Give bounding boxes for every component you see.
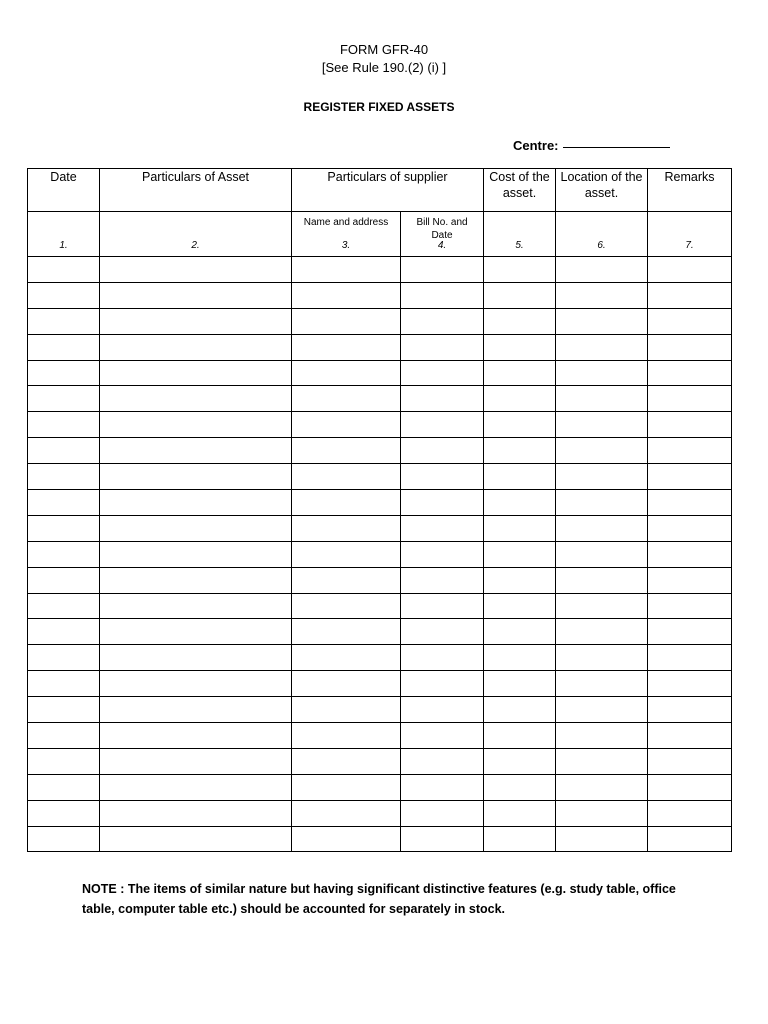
table-row [28, 541, 732, 567]
subheader-cell-location [556, 212, 648, 257]
empty-cell [401, 645, 484, 671]
empty-cell [100, 541, 292, 567]
register-title: REGISTER FIXED ASSETS [303, 100, 455, 114]
empty-cell [28, 412, 100, 438]
column-number: 2. [191, 240, 200, 251]
empty-cell [556, 697, 648, 723]
empty-cell [292, 464, 401, 490]
subheader-name-and-address [292, 212, 401, 257]
empty-cell [292, 826, 401, 852]
empty-cell [292, 334, 401, 360]
empty-cell [556, 619, 648, 645]
empty-cell [100, 697, 292, 723]
empty-cell [401, 593, 484, 619]
empty-cell [648, 490, 732, 516]
empty-cell [100, 723, 292, 749]
empty-cell [28, 360, 100, 386]
empty-cell [556, 541, 648, 567]
subheader-cell-particulars [100, 212, 292, 257]
empty-cell [28, 386, 100, 412]
empty-cell [556, 567, 648, 593]
empty-cell [28, 438, 100, 464]
empty-cell [292, 360, 401, 386]
empty-cell [100, 464, 292, 490]
rule-reference: [See Rule 190.(2) (i) ] [321, 60, 447, 75]
empty-cell [401, 515, 484, 541]
empty-cell [292, 490, 401, 516]
empty-cell [28, 697, 100, 723]
empty-cell [292, 541, 401, 567]
subheader-cell-date [28, 212, 100, 257]
empty-cell [28, 464, 100, 490]
empty-cell [556, 490, 648, 516]
empty-cell [292, 671, 401, 697]
table-row [28, 748, 732, 774]
table-row [28, 671, 732, 697]
empty-cell [28, 490, 100, 516]
empty-cell [401, 464, 484, 490]
column-number: 7. [685, 240, 694, 251]
empty-cell [556, 282, 648, 308]
table-row [28, 619, 732, 645]
empty-cell [484, 438, 556, 464]
subheader-label: Bill No. and Date [416, 217, 468, 241]
table-row [28, 645, 732, 671]
empty-cell [484, 645, 556, 671]
table-row [28, 438, 732, 464]
empty-cell [484, 282, 556, 308]
empty-cell [484, 257, 556, 283]
empty-cell [484, 723, 556, 749]
empty-cell [28, 671, 100, 697]
table-row [28, 593, 732, 619]
empty-cell [484, 671, 556, 697]
empty-cell [401, 774, 484, 800]
empty-cell [292, 282, 401, 308]
form-title: FORM GFR-40 [339, 42, 429, 57]
empty-cell [292, 748, 401, 774]
empty-cell [648, 360, 732, 386]
table-row [28, 723, 732, 749]
empty-cell [292, 438, 401, 464]
subheader-label: Name and address [303, 217, 389, 228]
empty-cell [556, 800, 648, 826]
empty-cell [648, 774, 732, 800]
header-cost-of-asset: Cost of the asset. [484, 169, 556, 212]
empty-cell [556, 826, 648, 852]
empty-cell [401, 438, 484, 464]
empty-cell [401, 800, 484, 826]
column-number: 5. [515, 240, 524, 251]
empty-cell [484, 360, 556, 386]
empty-cell [484, 826, 556, 852]
empty-cell [556, 412, 648, 438]
header-particulars-of-supplier: Particulars of supplier [292, 169, 484, 212]
empty-cell [401, 748, 484, 774]
empty-cell [100, 800, 292, 826]
empty-cell [292, 800, 401, 826]
subheader-cell-remarks [648, 212, 732, 257]
empty-cell [401, 541, 484, 567]
empty-cell [100, 308, 292, 334]
empty-cell [648, 282, 732, 308]
header-particulars-of-asset: Particulars of Asset [100, 169, 292, 212]
empty-cell [100, 619, 292, 645]
empty-cell [28, 800, 100, 826]
empty-cell [401, 567, 484, 593]
empty-cell [100, 567, 292, 593]
table-row [28, 697, 732, 723]
empty-cell [484, 593, 556, 619]
empty-cell [401, 671, 484, 697]
empty-cell [401, 490, 484, 516]
empty-cell [28, 593, 100, 619]
table-row [28, 386, 732, 412]
fixed-assets-register-table [27, 168, 732, 852]
empty-cell [28, 826, 100, 852]
empty-cell [28, 308, 100, 334]
empty-cell [648, 515, 732, 541]
empty-cell [401, 257, 484, 283]
empty-cell [556, 593, 648, 619]
empty-cell [484, 515, 556, 541]
empty-cell [28, 541, 100, 567]
empty-cell [556, 334, 648, 360]
empty-cell [484, 412, 556, 438]
empty-cell [484, 619, 556, 645]
empty-cell [28, 748, 100, 774]
empty-cell [28, 774, 100, 800]
table-row [28, 412, 732, 438]
empty-cell [100, 774, 292, 800]
empty-cell [100, 671, 292, 697]
empty-cell [292, 515, 401, 541]
empty-cell [292, 257, 401, 283]
empty-cell [648, 464, 732, 490]
empty-cell [484, 308, 556, 334]
empty-cell [556, 723, 648, 749]
empty-cell [292, 593, 401, 619]
empty-cell [28, 257, 100, 283]
empty-cell [100, 490, 292, 516]
column-number: 3. [341, 240, 351, 251]
empty-cell [484, 490, 556, 516]
empty-cell [648, 697, 732, 723]
empty-cell [556, 774, 648, 800]
empty-cell [648, 541, 732, 567]
form-header [0, 42, 768, 78]
empty-cell [648, 826, 732, 852]
empty-cell [100, 412, 292, 438]
table-row [28, 308, 732, 334]
empty-cell [292, 645, 401, 671]
empty-cell [648, 619, 732, 645]
empty-cell [100, 826, 292, 852]
empty-cell [648, 671, 732, 697]
empty-cell [401, 282, 484, 308]
empty-cell [484, 334, 556, 360]
table-row [28, 490, 732, 516]
empty-cell [100, 257, 292, 283]
empty-cell [401, 386, 484, 412]
empty-cell [648, 334, 732, 360]
empty-cell [28, 334, 100, 360]
note-text: NOTE : The items of similar nature but having significant distinctive features (e.g. study table, office table, computer table etc.) should be accounted for separately in stock. [82, 882, 676, 916]
empty-cell [100, 515, 292, 541]
table-row [28, 464, 732, 490]
header-location-of-asset: Location of the asset. [556, 169, 648, 212]
empty-cell [648, 748, 732, 774]
header-date: Date [28, 169, 100, 212]
empty-cell [292, 619, 401, 645]
empty-cell [100, 593, 292, 619]
empty-cell [556, 464, 648, 490]
empty-cell [648, 412, 732, 438]
empty-cell [28, 619, 100, 645]
column-number: 4. [437, 240, 447, 251]
table-row [28, 334, 732, 360]
header-remarks: Remarks [648, 169, 732, 212]
table-row [28, 360, 732, 386]
empty-cell [292, 697, 401, 723]
table-row [28, 774, 732, 800]
centre-field [513, 138, 670, 153]
centre-blank-line [563, 146, 670, 148]
empty-cell [556, 748, 648, 774]
column-number: 6. [597, 240, 606, 251]
empty-cell [556, 386, 648, 412]
empty-cell [28, 282, 100, 308]
empty-cell [648, 438, 732, 464]
table-row [28, 567, 732, 593]
empty-cell [401, 308, 484, 334]
empty-cell [484, 697, 556, 723]
empty-cell [28, 723, 100, 749]
empty-cell [556, 360, 648, 386]
empty-cell [484, 774, 556, 800]
empty-cell [292, 412, 401, 438]
empty-cell [648, 800, 732, 826]
empty-cell [100, 645, 292, 671]
empty-cell [648, 257, 732, 283]
empty-cell [648, 567, 732, 593]
register-body [28, 257, 732, 852]
empty-cell [292, 308, 401, 334]
empty-cell [648, 593, 732, 619]
empty-cell [484, 748, 556, 774]
empty-cell [401, 826, 484, 852]
empty-cell [401, 697, 484, 723]
column-number: 1. [59, 240, 68, 251]
empty-cell [556, 308, 648, 334]
table-row [28, 800, 732, 826]
empty-cell [28, 567, 100, 593]
empty-cell [292, 723, 401, 749]
empty-cell [556, 645, 648, 671]
empty-cell [484, 464, 556, 490]
empty-cell [401, 619, 484, 645]
empty-cell [28, 645, 100, 671]
empty-cell [556, 671, 648, 697]
empty-cell [648, 723, 732, 749]
empty-cell [100, 334, 292, 360]
empty-cell [100, 748, 292, 774]
subheader-bill-no-and-date [401, 212, 484, 257]
empty-cell [28, 515, 100, 541]
empty-cell [484, 541, 556, 567]
empty-cell [556, 438, 648, 464]
empty-cell [100, 282, 292, 308]
centre-label: Centre: [513, 138, 559, 153]
empty-cell [401, 334, 484, 360]
empty-cell [292, 774, 401, 800]
table-row [28, 826, 732, 852]
empty-cell [648, 645, 732, 671]
empty-cell [484, 567, 556, 593]
empty-cell [100, 386, 292, 412]
empty-cell [292, 567, 401, 593]
empty-cell [648, 308, 732, 334]
empty-cell [100, 360, 292, 386]
table-row [28, 282, 732, 308]
empty-cell [648, 386, 732, 412]
empty-cell [100, 438, 292, 464]
table-row [28, 515, 732, 541]
empty-cell [556, 257, 648, 283]
subheader-cell-cost [484, 212, 556, 257]
empty-cell [484, 800, 556, 826]
table-row [28, 257, 732, 283]
empty-cell [401, 723, 484, 749]
empty-cell [556, 515, 648, 541]
empty-cell [401, 360, 484, 386]
empty-cell [292, 386, 401, 412]
empty-cell [484, 386, 556, 412]
empty-cell [401, 412, 484, 438]
